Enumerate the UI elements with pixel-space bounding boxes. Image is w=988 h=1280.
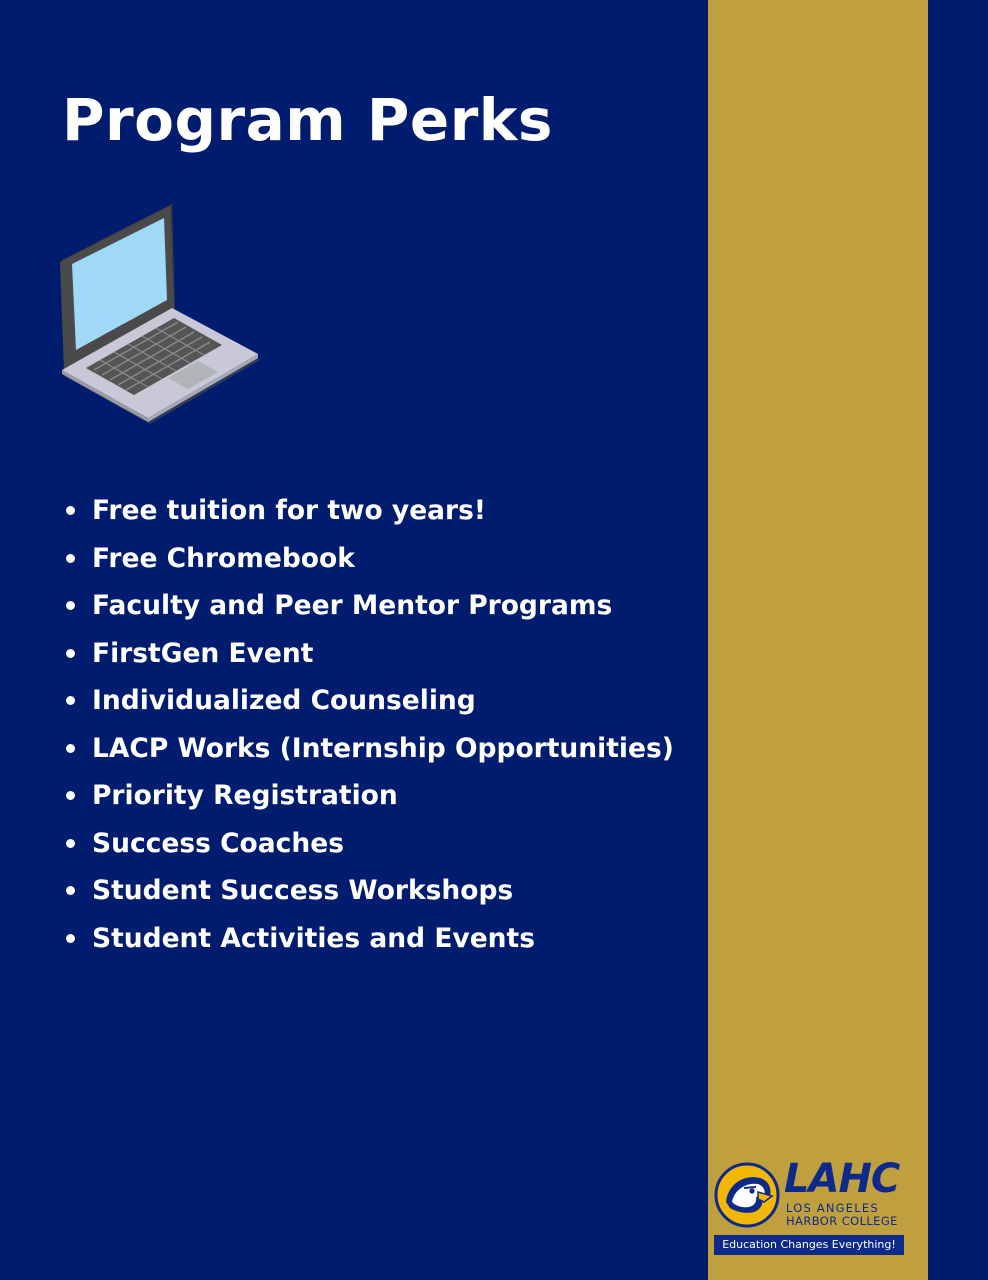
college-logo — [712, 1156, 908, 1260]
perk-label: Success Coaches — [92, 827, 344, 859]
bullet-icon — [66, 554, 75, 563]
list-item — [62, 820, 674, 868]
list-item — [62, 487, 674, 535]
perk-label: LACP Works (Internship Opportunities) — [92, 732, 674, 764]
list-item — [62, 867, 674, 915]
list-item — [62, 915, 674, 963]
list-item — [62, 725, 674, 773]
list-item — [62, 535, 674, 583]
bullet-icon — [66, 839, 75, 848]
bullet-icon — [66, 886, 75, 895]
list-item — [62, 772, 674, 820]
bullet-icon — [66, 601, 75, 610]
page-title: Program Perks — [62, 86, 553, 154]
bullet-icon — [66, 791, 75, 800]
bullet-icon — [66, 934, 75, 943]
logo-acronym: LAHC — [784, 1156, 900, 1202]
perk-label: Free Chromebook — [92, 542, 355, 574]
gold-side-band — [708, 0, 928, 1280]
logo-tagline: Education Changes Everything! — [714, 1235, 904, 1255]
perk-label: FirstGen Event — [92, 637, 314, 669]
perk-label: Individualized Counseling — [92, 685, 476, 717]
laptop-icon — [56, 200, 266, 430]
list-item — [62, 582, 674, 630]
logo-name-line-1: LOS ANGELES — [786, 1201, 879, 1215]
perk-label: Free tuition for two years! — [92, 495, 486, 527]
perk-label: Student Success Workshops — [92, 875, 514, 907]
bullet-icon — [66, 649, 75, 658]
perks-list — [62, 487, 674, 962]
list-item — [62, 630, 674, 678]
eagle-icon — [714, 1162, 780, 1228]
list-item — [62, 677, 674, 725]
perk-label: Priority Registration — [92, 780, 398, 812]
bullet-icon — [66, 506, 75, 515]
perk-label: Faculty and Peer Mentor Programs — [92, 590, 613, 622]
logo-name-line-2: HARBOR COLLEGE — [786, 1214, 898, 1228]
perk-label: Student Activities and Events — [92, 922, 535, 954]
bullet-icon — [66, 696, 75, 705]
bullet-icon — [66, 744, 75, 753]
